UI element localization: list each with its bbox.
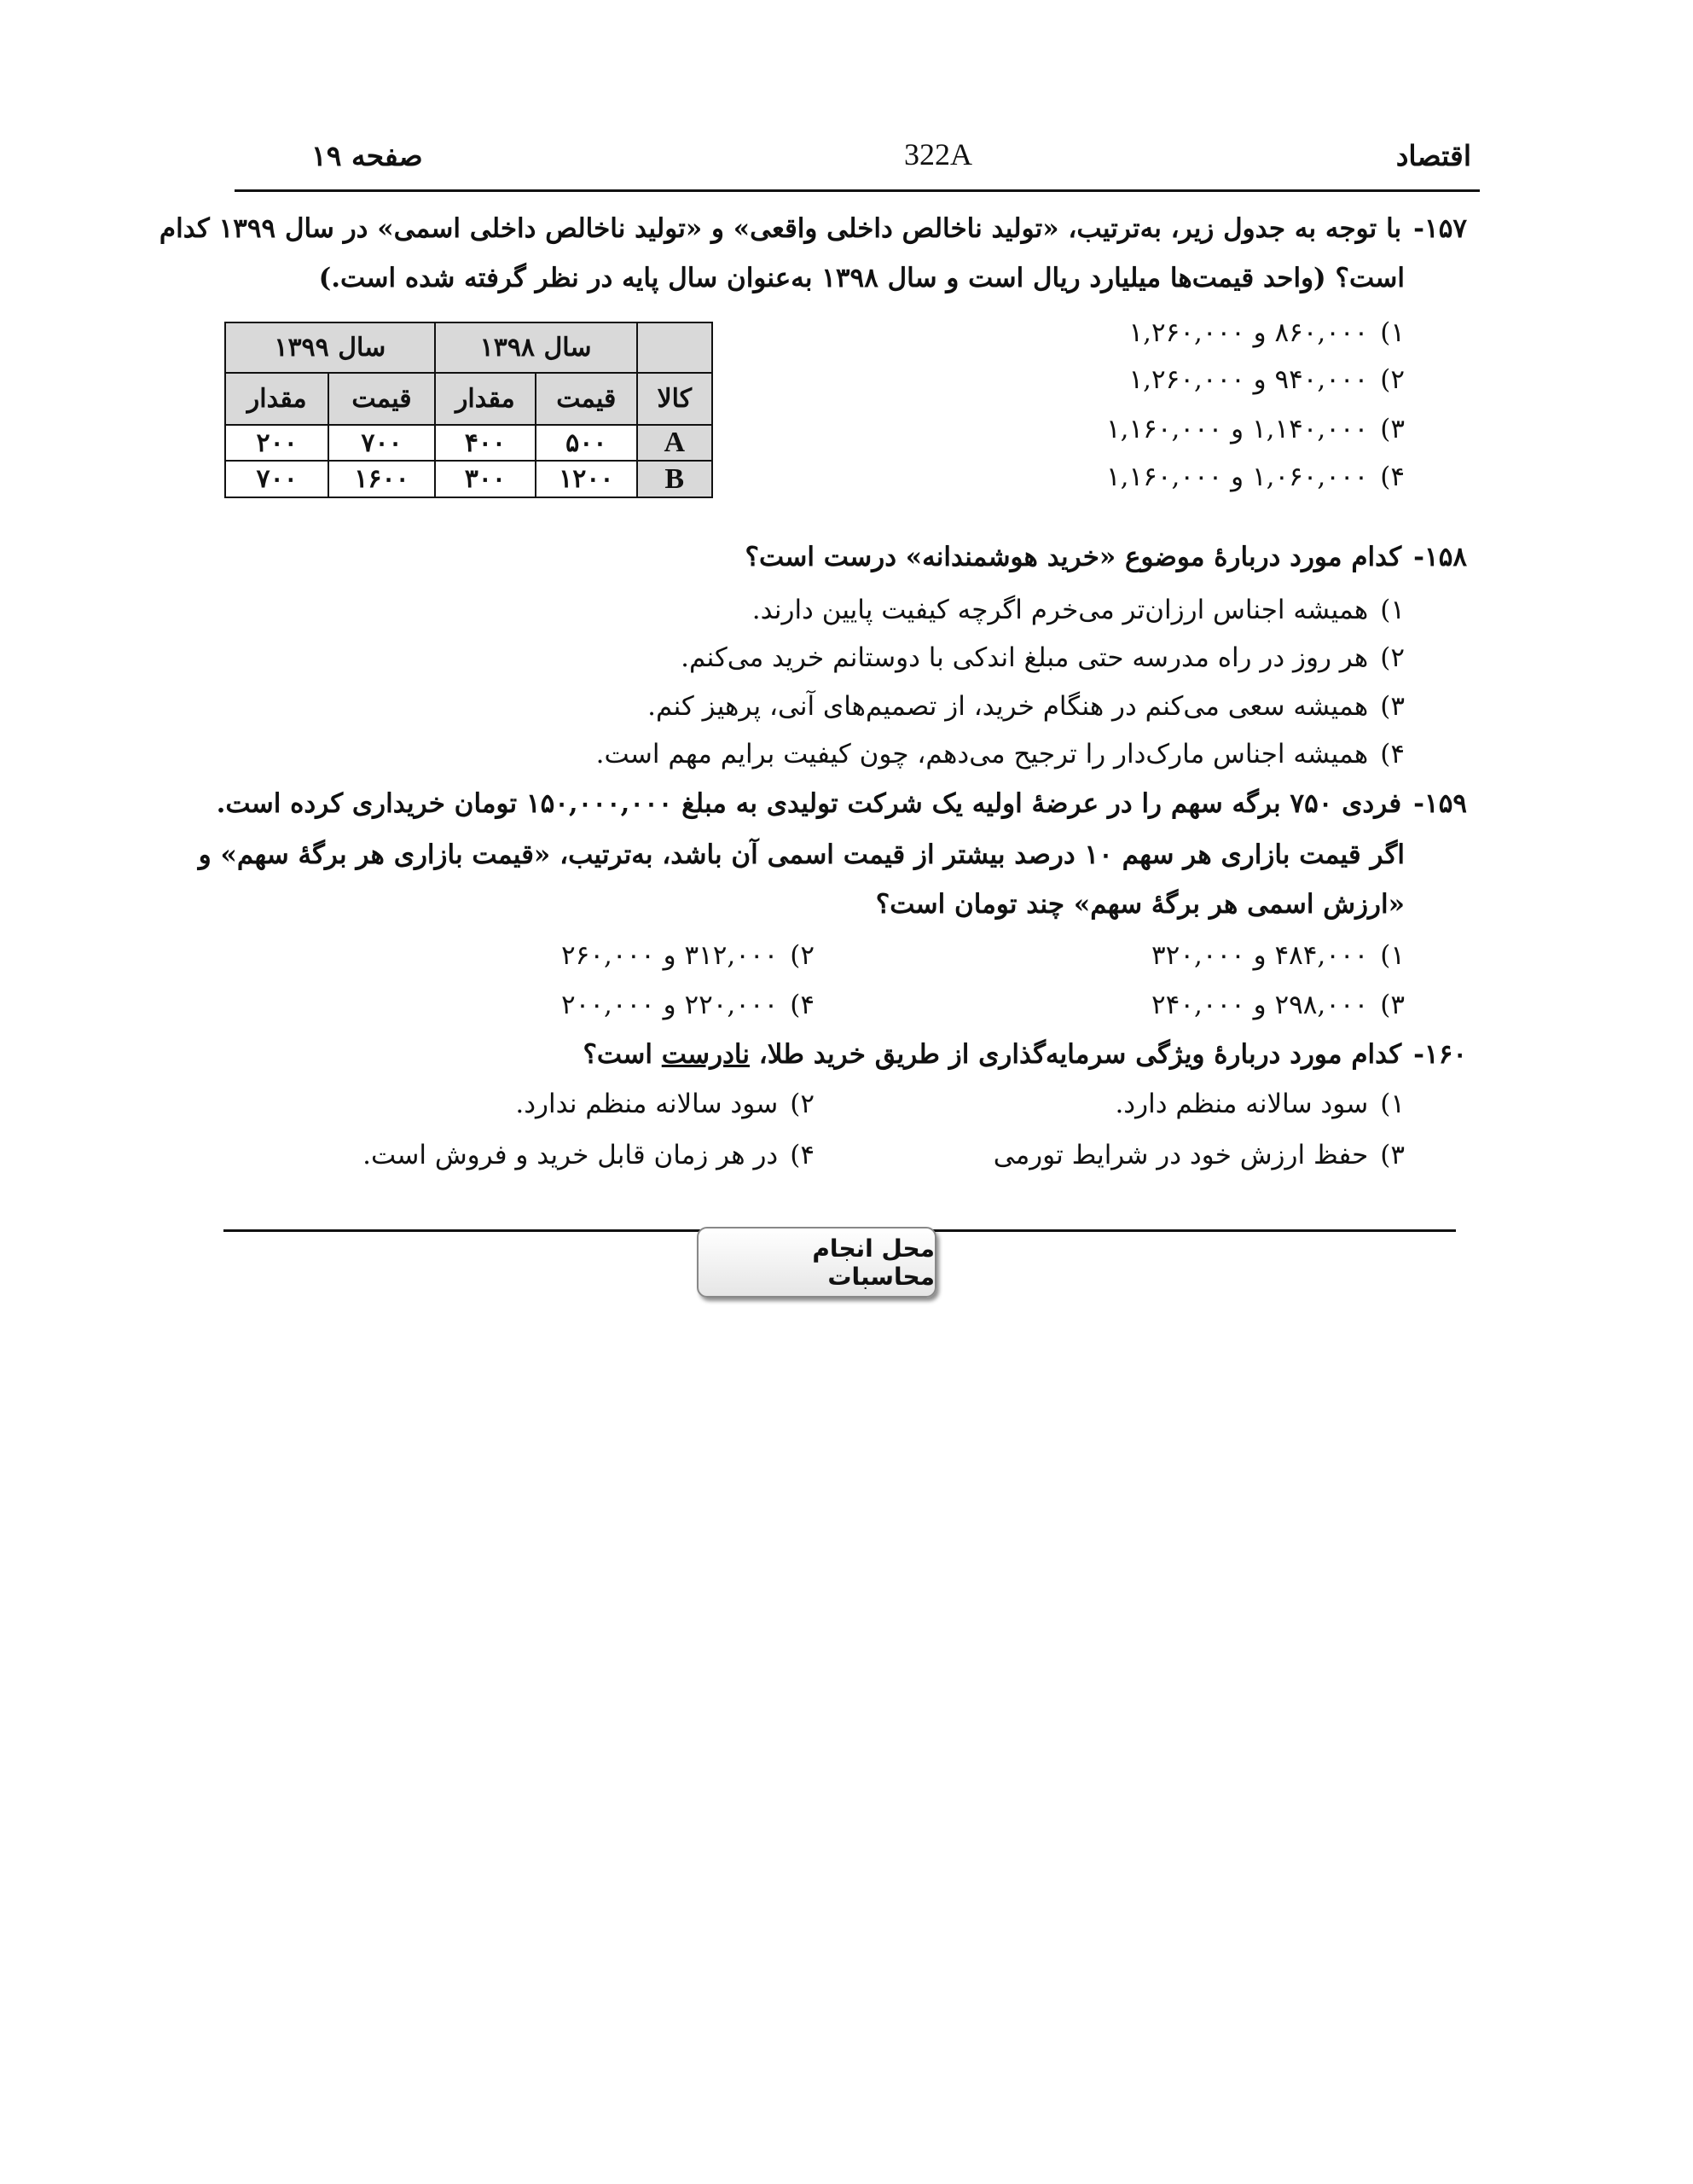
table-corner: [637, 322, 712, 373]
q160-text-end: است؟: [583, 1039, 662, 1070]
option-number: ۲): [790, 1089, 815, 1119]
q160-emphasis: نادرست: [661, 1039, 750, 1070]
q157-text-1: با توجه به جدول زیر، به‌ترتیب، «تولید ناخالص داخلی واقعی» و «تولید ناخالص داخلی اسمی» در سال ۱۳۹۹ کدام: [159, 213, 1402, 244]
exam-code: 322A: [904, 137, 972, 171]
option-text: هر روز در راه مدرسه حتی مبلغ اندکی با دوستانم خرید می‌کنم.: [681, 642, 1369, 673]
option-text: در هر زمان قابل خرید و فروش است.: [362, 1140, 779, 1170]
table-cell: ۵۰۰: [536, 425, 636, 462]
table-col-price-99: قیمت: [328, 373, 434, 425]
q160-option-1[interactable]: [1115, 1089, 1405, 1119]
option-number: ۱): [1380, 1089, 1405, 1119]
q157-data-table: [224, 322, 713, 498]
table-col-price-98: قیمت: [536, 373, 636, 425]
q160-text: کدام مورد دربارهٔ ویژگی سرمایه‌گذاری از طریق خرید طلا،: [750, 1039, 1402, 1070]
table-col-qty-98: مقدار: [435, 373, 536, 425]
option-number: ۱): [1380, 595, 1405, 625]
header-divider: [235, 189, 1480, 192]
option-text: ۲۲۰,۰۰۰ و ۲۰۰,۰۰۰: [561, 990, 779, 1020]
table-row: [225, 425, 712, 462]
q159-line1: [217, 788, 1467, 819]
table-cell-item: B: [637, 461, 712, 497]
option-text: همیشه اجناس ارزان‌تر می‌خرم اگرچه کیفیت پایین دارند.: [751, 595, 1369, 625]
q158-number: ۱۵۸-: [1413, 542, 1467, 572]
option-number: ۲): [1380, 642, 1405, 673]
subject-title: اقتصاد: [1395, 139, 1471, 172]
table-cell: ۱۶۰۰: [328, 461, 434, 497]
option-text: ۸۶۰,۰۰۰ و ۱,۲۶۰,۰۰۰: [1128, 317, 1369, 348]
q159-text-1: فردی ۷۵۰ برگه سهم را در عرضهٔ اولیه یک شرکت تولیدی به مبلغ ۱۵۰,۰۰۰,۰۰۰ تومان خریداری کرده است.: [216, 788, 1402, 819]
q158-option-2[interactable]: [681, 642, 1405, 673]
option-number: ۳): [1380, 691, 1405, 722]
option-number: ۲): [790, 940, 815, 971]
q160-option-3[interactable]: [994, 1140, 1405, 1170]
option-text: همیشه اجناس مارک‌دار را ترجیح می‌دهم، چون کیفیت برایم مهم است.: [595, 739, 1369, 770]
option-text: ۱,۰۶۰,۰۰۰ و ۱,۱۶۰,۰۰۰: [1106, 462, 1369, 492]
calculation-area-label: محل انجام محاسبات: [697, 1227, 936, 1298]
table-cell: ۷۰۰: [225, 461, 328, 497]
q157-option-3[interactable]: [1106, 414, 1405, 444]
q158-text: کدام مورد دربارهٔ موضوع «خرید هوشمندانه» درست است؟: [745, 542, 1402, 572]
q158-option-3[interactable]: [647, 691, 1405, 722]
table-col-qty-99: مقدار: [225, 373, 328, 425]
option-text: ۳۱۲,۰۰۰ و ۲۶۰,۰۰۰: [561, 940, 779, 971]
q158-line1: [745, 542, 1467, 572]
option-text: حفظ ارزش خود در شرایط تورمی: [993, 1140, 1369, 1170]
table-year2-header: سال ۱۳۹۹: [225, 322, 435, 373]
q157-option-4[interactable]: [1106, 462, 1405, 492]
option-number: ۳): [1380, 414, 1405, 444]
table-cell: ۲۰۰: [225, 425, 328, 462]
q160-option-2[interactable]: [515, 1089, 815, 1119]
q158-option-4[interactable]: [596, 739, 1405, 770]
table-cell: ۳۰۰: [435, 461, 536, 497]
option-text: ۹۴۰,۰۰۰ و ۱,۲۶۰,۰۰۰: [1128, 364, 1369, 395]
q157-option-2[interactable]: [1129, 364, 1405, 395]
q158-option-1[interactable]: [752, 595, 1405, 625]
option-number: ۴): [790, 990, 815, 1020]
option-number: ۲): [1380, 364, 1405, 395]
q159-option-3[interactable]: [1151, 990, 1405, 1020]
q157-number: ۱۵۷-: [1413, 213, 1467, 244]
table-year1-header: سال ۱۳۹۸: [435, 322, 637, 373]
q159-option-1[interactable]: [1151, 940, 1405, 971]
option-text: سود سالانه منظم دارد.: [1115, 1089, 1369, 1119]
table-cell: ۴۰۰: [435, 425, 536, 462]
table-cell: ۱۲۰۰: [536, 461, 636, 497]
q159-option-2[interactable]: [561, 940, 815, 971]
option-number: ۱): [1380, 940, 1405, 971]
q160-option-4[interactable]: [362, 1140, 815, 1170]
option-text: ۴۸۴,۰۰۰ و ۳۲۰,۰۰۰: [1151, 940, 1369, 971]
table-cell-item: A: [637, 425, 712, 462]
option-number: ۴): [1380, 462, 1405, 492]
table-row: [225, 461, 712, 497]
q157-line2: است؟ (واحد قیمت‌ها میلیارد ریال است و سال ۱۳۹۸ به‌عنوان سال پایه در نظر گرفته شده است.): [318, 263, 1405, 293]
q157-line1: [159, 213, 1467, 244]
option-text: ۲۹۸,۰۰۰ و ۲۴۰,۰۰۰: [1151, 990, 1369, 1020]
option-text: همیشه سعی می‌کنم در هنگام خرید، از تصمیم‌های آنی، پرهیز کنم.: [647, 691, 1369, 722]
q160-number: ۱۶۰-: [1413, 1039, 1467, 1070]
q159-number: ۱۵۹-: [1413, 788, 1467, 819]
option-number: ۳): [1380, 990, 1405, 1020]
q159-option-4[interactable]: [561, 990, 815, 1020]
page-number: صفحه ۱۹: [311, 139, 423, 172]
q159-line3: «ارزش اسمی هر برگهٔ سهم» چند تومان است؟: [875, 889, 1405, 920]
q157-option-1[interactable]: [1129, 317, 1405, 348]
q159-line2: اگر قیمت بازاری هر سهم ۱۰ درصد بیشتر از قیمت اسمی آن باشد، به‌ترتیب، «قیمت بازاری هر برگهٔ سهم» و: [198, 839, 1405, 870]
table-cell: ۷۰۰: [328, 425, 434, 462]
option-number: ۳): [1380, 1140, 1405, 1170]
option-number: ۴): [1380, 739, 1405, 770]
option-number: ۱): [1380, 317, 1405, 348]
table-col-item: کالا: [637, 373, 712, 425]
option-text: سود سالانه منظم ندارد.: [515, 1089, 779, 1119]
option-text: ۱,۱۴۰,۰۰۰ و ۱,۱۶۰,۰۰۰: [1106, 414, 1369, 444]
q160-line1: [583, 1039, 1467, 1070]
option-number: ۴): [790, 1140, 815, 1170]
